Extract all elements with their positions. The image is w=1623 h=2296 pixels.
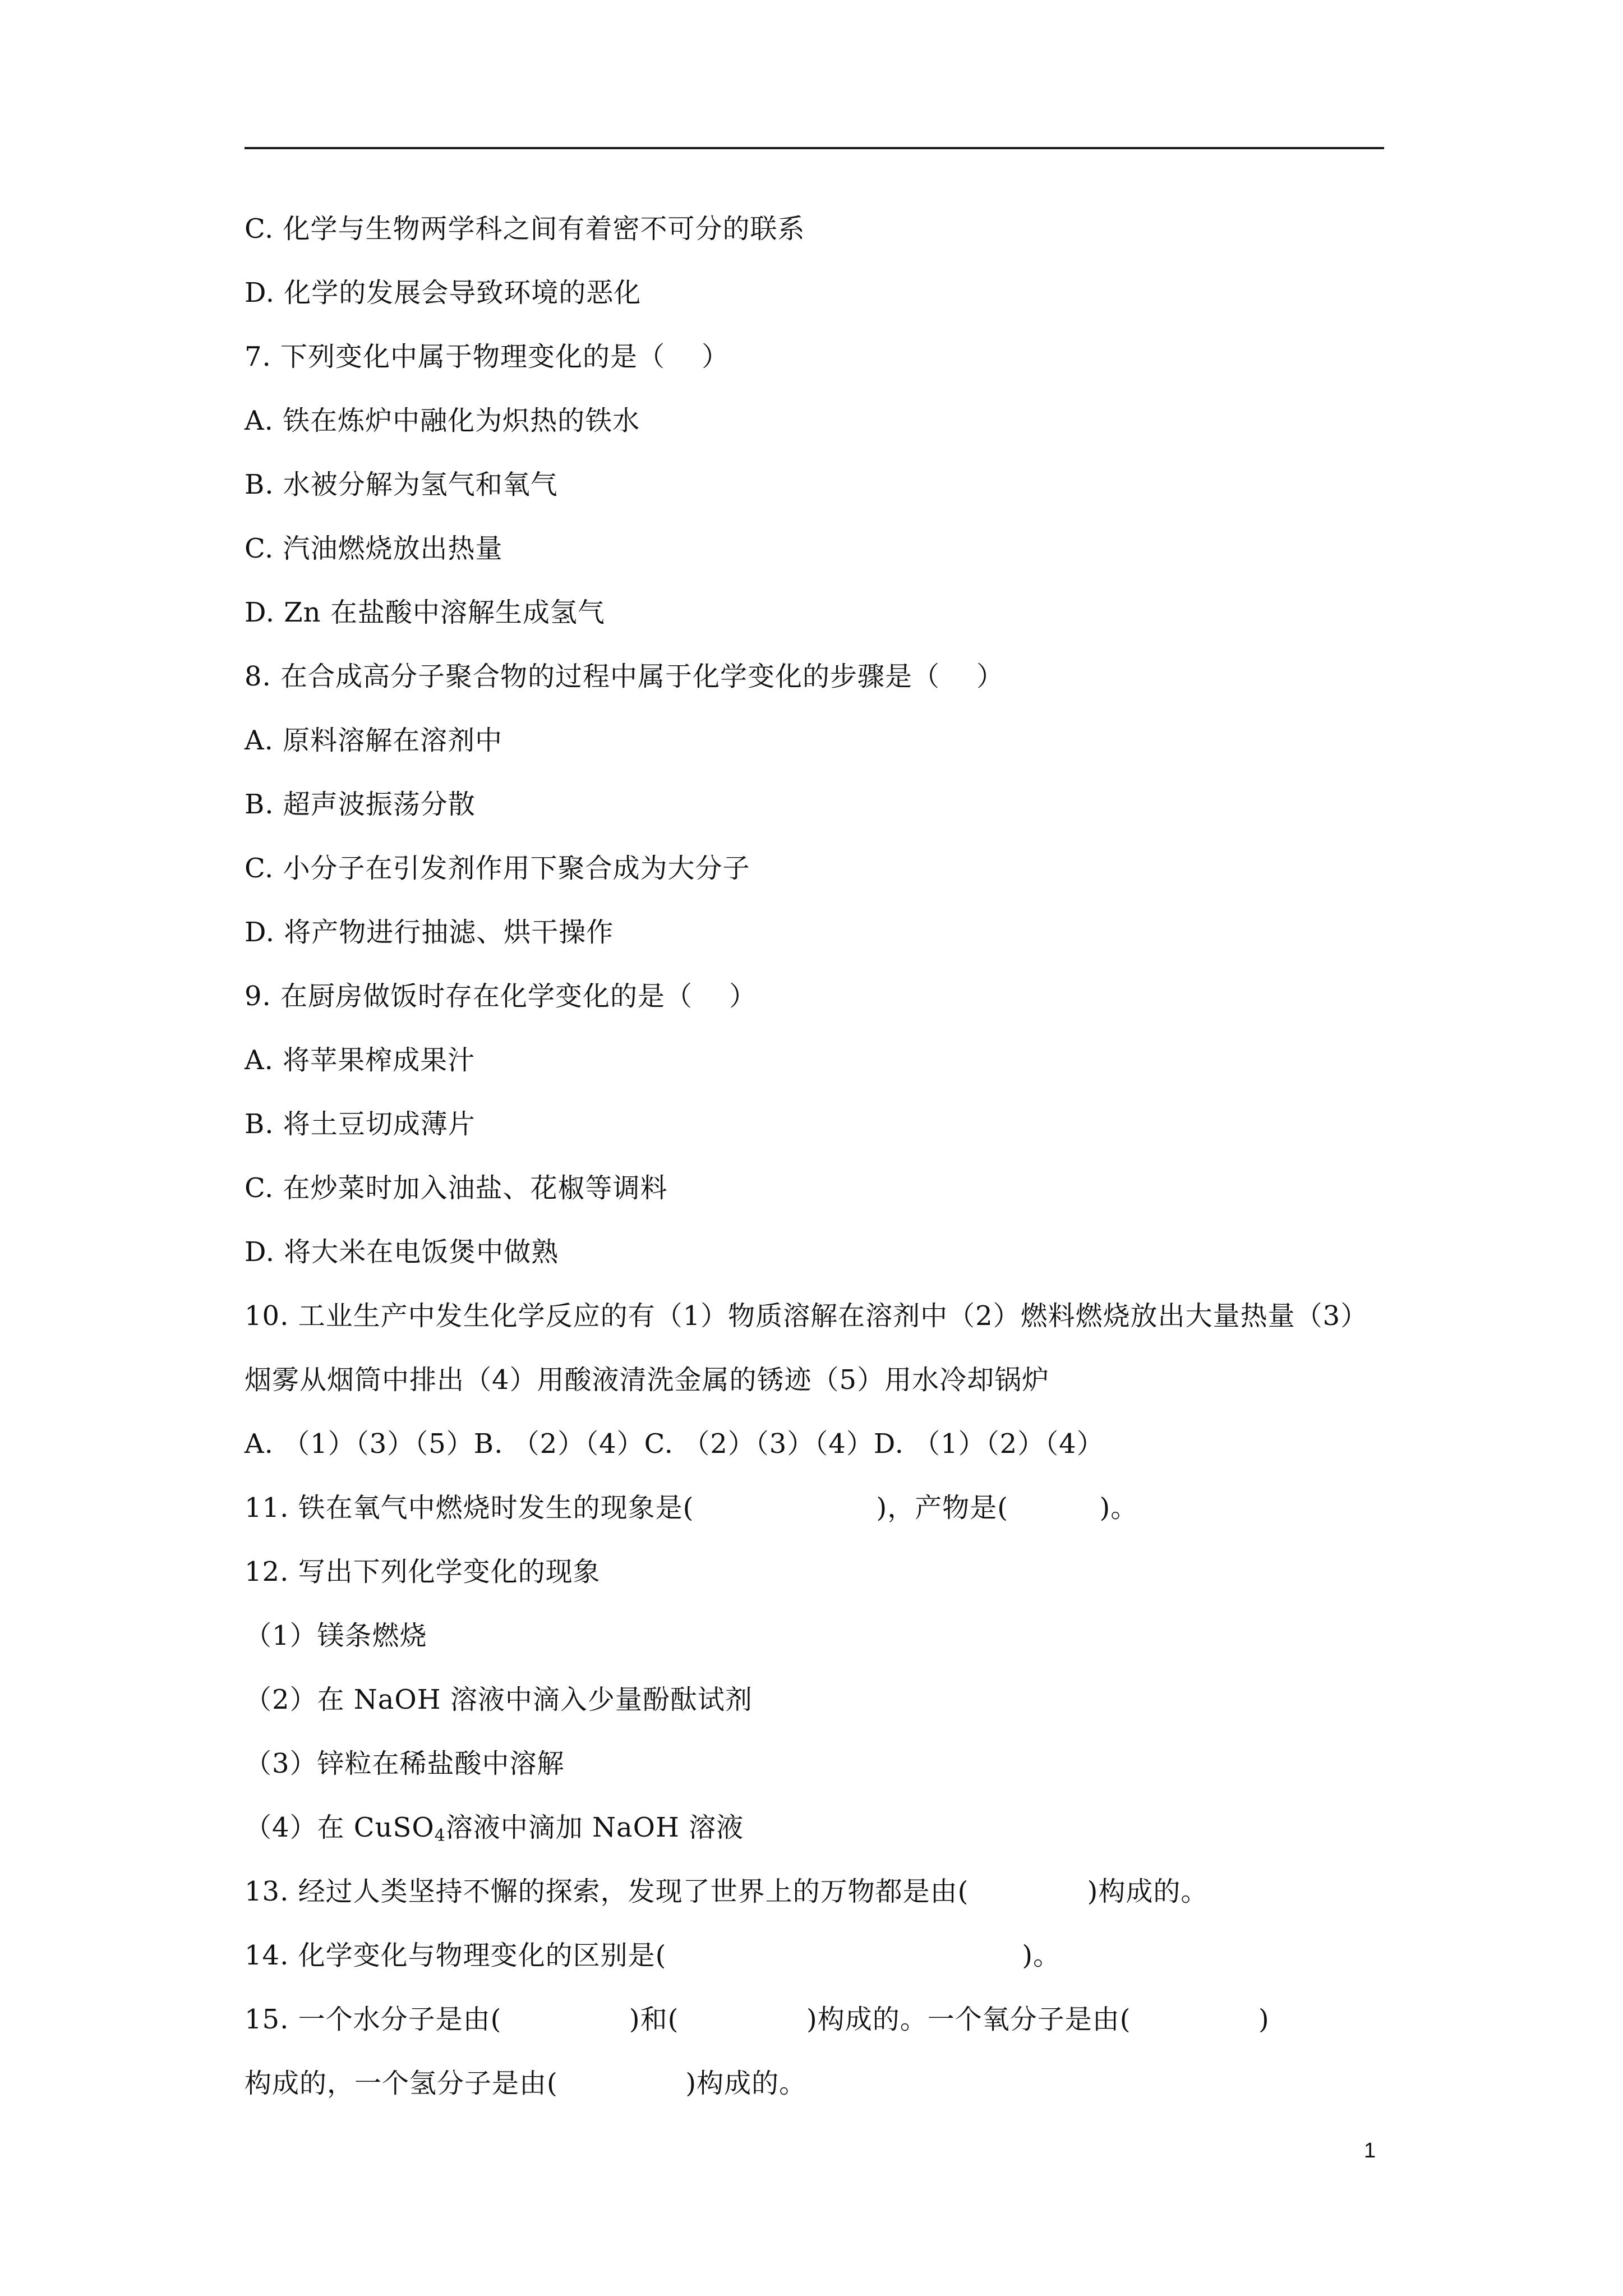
question-12-item-4 bbox=[245, 1811, 744, 1844]
question-7: 7. 下列变化中属于物理变化的是（ ） bbox=[245, 341, 730, 372]
question-10-line-2: 烟雾从烟筒中排出（4）用酸液清洗金属的锈迹（5）用水冷却锅炉 bbox=[245, 1364, 1050, 1396]
option-7d: D. Zn 在盐酸中溶解生成氢气 bbox=[245, 597, 605, 628]
page-number: 1 bbox=[1364, 2139, 1376, 2162]
option-7c: C. 汽油燃烧放出热量 bbox=[245, 533, 503, 564]
option-6c: C. 化学与生物两学科之间有着密不可分的联系 bbox=[245, 213, 805, 245]
item-4-suffix: 溶液中滴加 NaOH 溶液 bbox=[445, 1812, 744, 1843]
question-10-options: A. （1）（3）（5）B. （2）（4）C. （2）（3）（4）D. （1）（2）（4） bbox=[245, 1428, 1104, 1460]
question-15-line-2: 构成的，一个氢分子是由( )构成的。 bbox=[245, 2068, 807, 2099]
question-12-item-1: （1）镁条燃烧 bbox=[245, 1620, 427, 1651]
question-12: 12. 写出下列化学变化的现象 bbox=[245, 1556, 601, 1588]
option-9b: B. 将土豆切成薄片 bbox=[245, 1108, 476, 1140]
question-12-item-2: （2）在 NaOH 溶液中滴入少量酚酞试剂 bbox=[245, 1684, 753, 1715]
question-12-item-3: （3）锌粒在稀盐酸中溶解 bbox=[245, 1748, 565, 1779]
header-rule bbox=[245, 147, 1384, 149]
option-9c: C. 在炒菜时加入油盐、花椒等调料 bbox=[245, 1172, 668, 1204]
question-13: 13. 经过人类坚持不懈的探索，发现了世界上的万物都是由( )构成的。 bbox=[245, 1876, 1209, 1907]
item-4-prefix: （4）在 CuSO bbox=[245, 1812, 435, 1843]
item-4-subscript: 4 bbox=[434, 1826, 446, 1846]
option-9d: D. 将大米在电饭煲中做熟 bbox=[245, 1236, 559, 1268]
option-8d: D. 将产物进行抽滤、烘干操作 bbox=[245, 917, 614, 948]
option-9a: A. 将苹果榨成果汁 bbox=[245, 1045, 476, 1076]
option-8a: A. 原料溶解在溶剂中 bbox=[245, 725, 503, 756]
option-6d: D. 化学的发展会导致环境的恶化 bbox=[245, 277, 642, 309]
question-11: 11. 铁在氧气中燃烧时发生的现象是( )，产物是( )。 bbox=[245, 1492, 1138, 1524]
option-8c: C. 小分子在引发剂作用下聚合成为大分子 bbox=[245, 853, 750, 884]
option-7a: A. 铁在炼炉中融化为炽热的铁水 bbox=[245, 405, 640, 436]
question-9: 9. 在厨房做饭时存在化学变化的是（ ） bbox=[245, 981, 757, 1012]
question-14: 14. 化学变化与物理变化的区别是( )。 bbox=[245, 1940, 1061, 1971]
question-8: 8. 在合成高分子聚合物的过程中属于化学变化的步骤是（ ） bbox=[245, 661, 1004, 692]
question-10-line-1: 10. 工业生产中发生化学反应的有（1）物质溶解在溶剂中（2）燃料燃烧放出大量热量（3） bbox=[245, 1300, 1368, 1332]
option-8b: B. 超声波振荡分散 bbox=[245, 789, 476, 820]
option-7b: B. 水被分解为氢气和氧气 bbox=[245, 469, 558, 500]
question-15-line-1: 15. 一个水分子是由( )和( )构成的。一个氧分子是由( ) bbox=[245, 2004, 1270, 2035]
